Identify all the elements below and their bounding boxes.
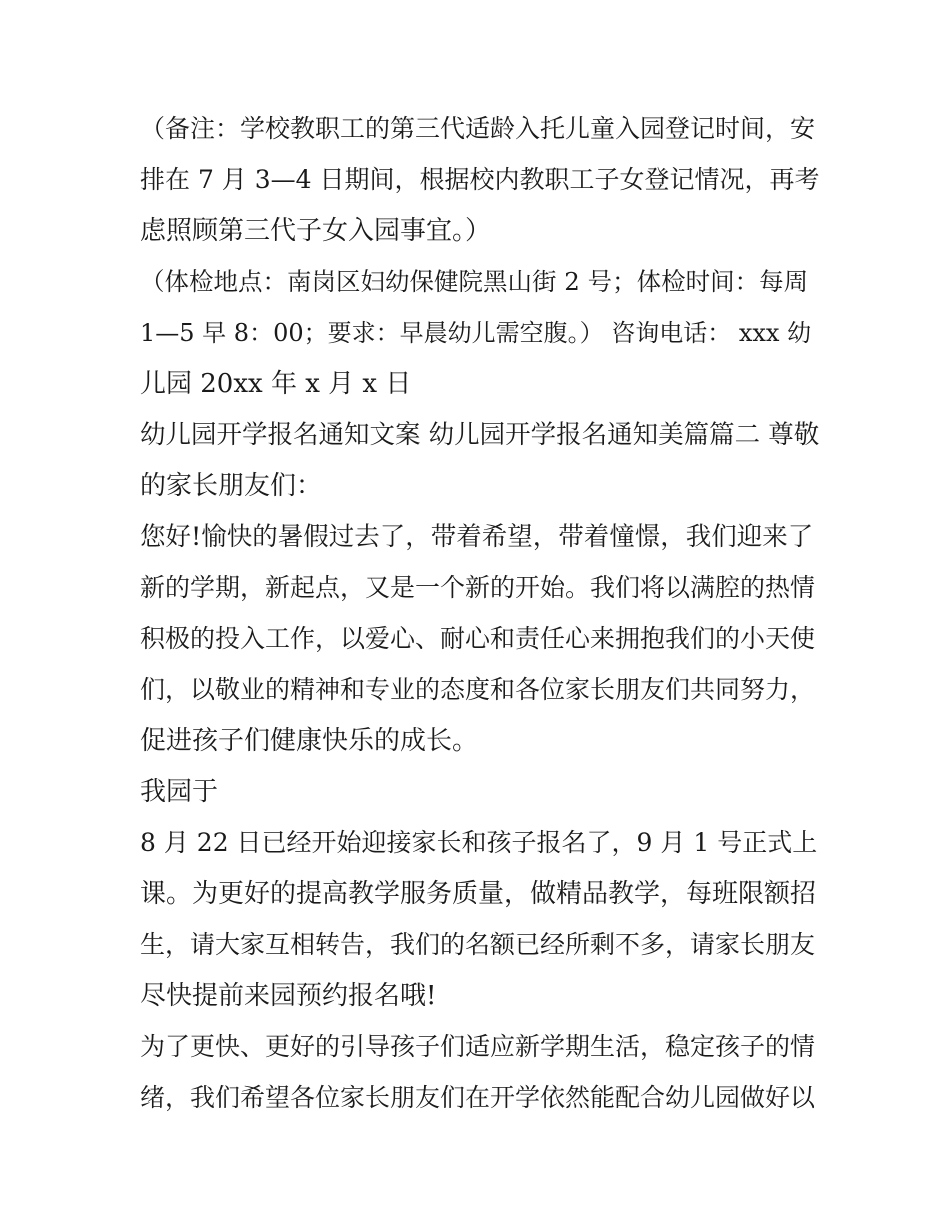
text-line: （体检地点：南岗区妇幼保健院黑山街 2 号；体检时间：每周: [140, 267, 809, 296]
text-line: （备注：学校教职工的第三代适龄入托儿童入园登记时间，安: [140, 114, 816, 143]
text-line: 儿园 20xx 年 x 月 x 日: [140, 369, 412, 399]
text-line: 新的学期，新起点，又是一个新的开始。我们将以满腔的热情: [140, 573, 816, 602]
text-line: 排在 7 月 3—4 日期间，根据校内教职工子女登记情况，再考: [140, 165, 820, 194]
text-line: 尽快提前来园预约报名哦!: [140, 981, 437, 1011]
text-line: 课。为更好的提高教学服务质量，做精品教学，每班限额招: [140, 879, 817, 909]
text-line: 积极的投入工作，以爱心、耐心和责任心来拥抱我们的小天使: [140, 624, 816, 653]
text-line: 虑照顾第三代子女入园事宜。）: [140, 216, 492, 246]
text-line: 我园于: [140, 777, 219, 807]
text-line: 幼儿园开学报名通知文案 幼儿园开学报名通知美篇篇二 尊敬: [140, 420, 820, 450]
text-line: 绪，我们希望各位家长朋友们在开学依然能配合幼儿园做好以: [140, 1083, 816, 1112]
text-line: 为了更快、更好的引导孩子们适应新学期生活，稳定孩子的情: [140, 1032, 816, 1061]
text-line: 您好!愉快的暑假过去了，带着希望，带着憧憬，我们迎来了: [140, 522, 814, 552]
text-line: 的家长朋友们：: [140, 471, 323, 501]
text-line: 们，以敬业的精神和专业的态度和各位家长朋友们共同努力，: [140, 675, 816, 704]
text-line: 生，请大家互相转告，我们的名额已经所剩不多，请家长朋友: [140, 930, 816, 959]
text-line: 8 月 22 日已经开始迎接家长和孩子报名了，9 月 1 号正式上: [140, 828, 818, 857]
text-line: 促进孩子们健康快乐的成长。: [140, 726, 479, 756]
text-line: 1—5 早 8：00；要求：早晨幼儿需空腹。） 咨询电话： xxx 幼: [140, 319, 812, 347]
